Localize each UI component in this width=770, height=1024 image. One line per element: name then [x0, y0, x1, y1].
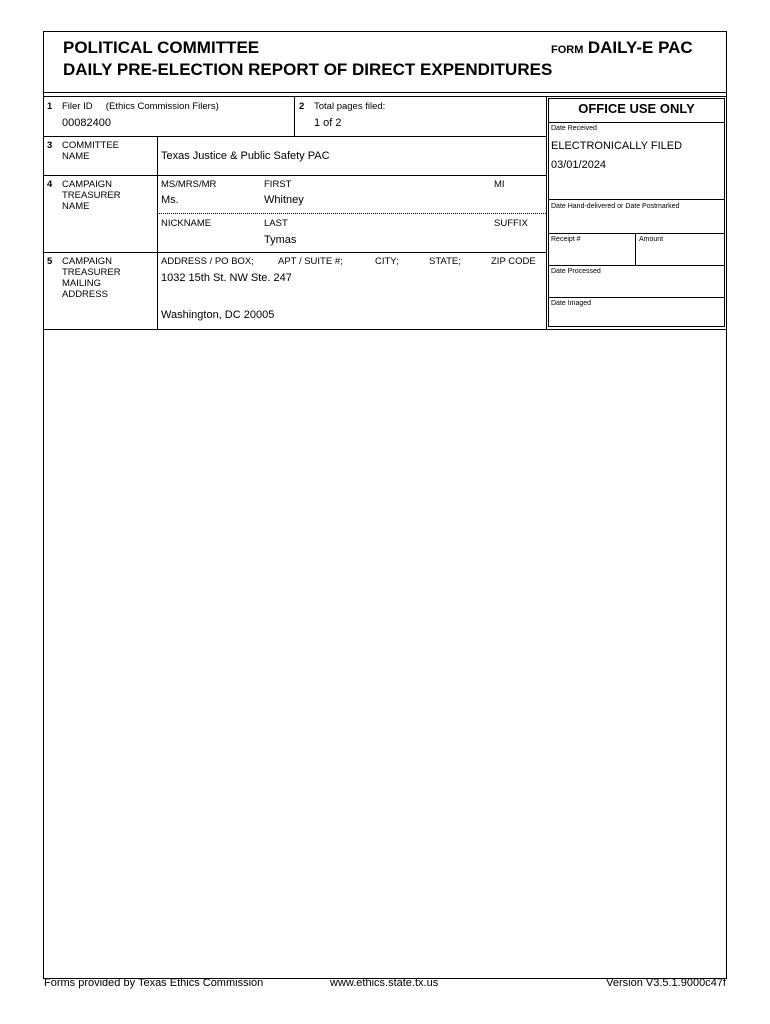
field2-number: 2: [299, 101, 305, 112]
receipt-label: Receipt #: [551, 236, 581, 243]
footer-provider: Forms provided by Texas Ethics Commission: [44, 977, 264, 989]
header-divider-inner: [43, 96, 727, 97]
receipt-amount-divider: [635, 233, 636, 265]
field4-number: 4: [47, 179, 53, 190]
form-id: [551, 38, 693, 58]
state-label: STATE;: [429, 256, 461, 267]
field2-label: Total pages filed:: [314, 101, 386, 112]
footer-version: Version V3.5.1.9000c47f: [606, 977, 726, 989]
street-address-value: 1032 15th St. NW Ste. 247: [161, 272, 292, 284]
last-name-value: Tymas: [264, 234, 297, 246]
hand-delivered-label: Date Hand-delivered or Date Postmarked: [551, 203, 680, 210]
footer-website[interactable]: www.ethics.state.tx.us: [330, 977, 439, 989]
office-divider-5: [548, 297, 725, 298]
office-column-divider: [546, 96, 547, 329]
field4-label-line2: TREASURER: [62, 190, 121, 201]
form-name: DAILY-E PAC: [587, 38, 693, 57]
prefix-label: MS/MRS/MR: [161, 179, 217, 190]
field5-label-line3: MAILING: [62, 278, 102, 289]
field5-label-line1: CAMPAIGN: [62, 256, 112, 267]
office-use-title: OFFICE USE ONLY: [578, 101, 695, 116]
field1-field2-divider: [294, 96, 295, 136]
total-pages-value: 1 of 2: [314, 117, 342, 129]
form-title-line2: DAILY PRE-ELECTION REPORT OF DIRECT EXPENDITURES: [63, 60, 553, 79]
field1-number: 1: [47, 101, 53, 112]
date-processed-label: Date Processed: [551, 268, 601, 275]
apt-label: APT / SUITE #;: [278, 256, 343, 267]
form-title-line1: POLITICAL COMMITTEE: [63, 38, 260, 57]
field5-number: 5: [47, 256, 53, 267]
last-name-label: LAST: [264, 218, 288, 229]
office-divider-1: [548, 122, 725, 123]
field3-label-line2: NAME: [62, 151, 90, 162]
first-name-label: FIRST: [264, 179, 292, 190]
field4-label-line1: CAMPAIGN: [62, 179, 112, 190]
header-divider: [43, 92, 727, 93]
office-divider-2: [548, 199, 725, 200]
first-name-value: Whitney: [264, 194, 304, 206]
field3-label-line1: COMMITTEE: [62, 140, 119, 151]
label-column-divider: [157, 136, 158, 329]
date-received-label: Date Received: [551, 125, 597, 132]
office-use-box: [548, 98, 725, 327]
date-imaged-label: Date Imaged: [551, 300, 592, 307]
amount-label: Amount: [639, 236, 664, 243]
nickname-label: NICKNAME: [161, 218, 212, 229]
address-label: ADDRESS / PO BOX;: [161, 256, 254, 267]
filer-id-value: 00082400: [62, 117, 111, 129]
field5-label-line2: TREASURER: [62, 267, 121, 278]
field5-label-line4: ADDRESS: [62, 289, 108, 300]
committee-name-value: Texas Justice & Public Safety PAC: [161, 150, 330, 162]
city-label: CITY;: [375, 256, 399, 267]
office-divider-4: [548, 265, 725, 266]
prefix-value: Ms.: [161, 194, 179, 206]
city-state-zip-value: Washington, DC 20005: [161, 309, 275, 321]
suffix-label: SUFFIX: [494, 218, 528, 229]
zip-label: ZIP CODE: [491, 256, 536, 267]
row-divider-4-dotted: [157, 213, 546, 214]
office-divider-3: [548, 233, 725, 234]
section-bottom-divider: [43, 329, 727, 330]
field3-number: 3: [47, 140, 53, 151]
mi-label: MI: [494, 179, 505, 190]
date-received-date: 03/01/2024: [551, 159, 607, 171]
field4-label-line3: NAME: [62, 201, 90, 212]
form-prefix: FORM: [551, 44, 584, 56]
row-divider-4: [43, 252, 546, 253]
row-divider-3: [43, 175, 546, 176]
field1-label: Filer ID (Ethics Commission Filers): [62, 101, 219, 112]
row-divider-1: [43, 136, 546, 137]
date-received-status: ELECTRONICALLY FILED: [551, 140, 683, 152]
